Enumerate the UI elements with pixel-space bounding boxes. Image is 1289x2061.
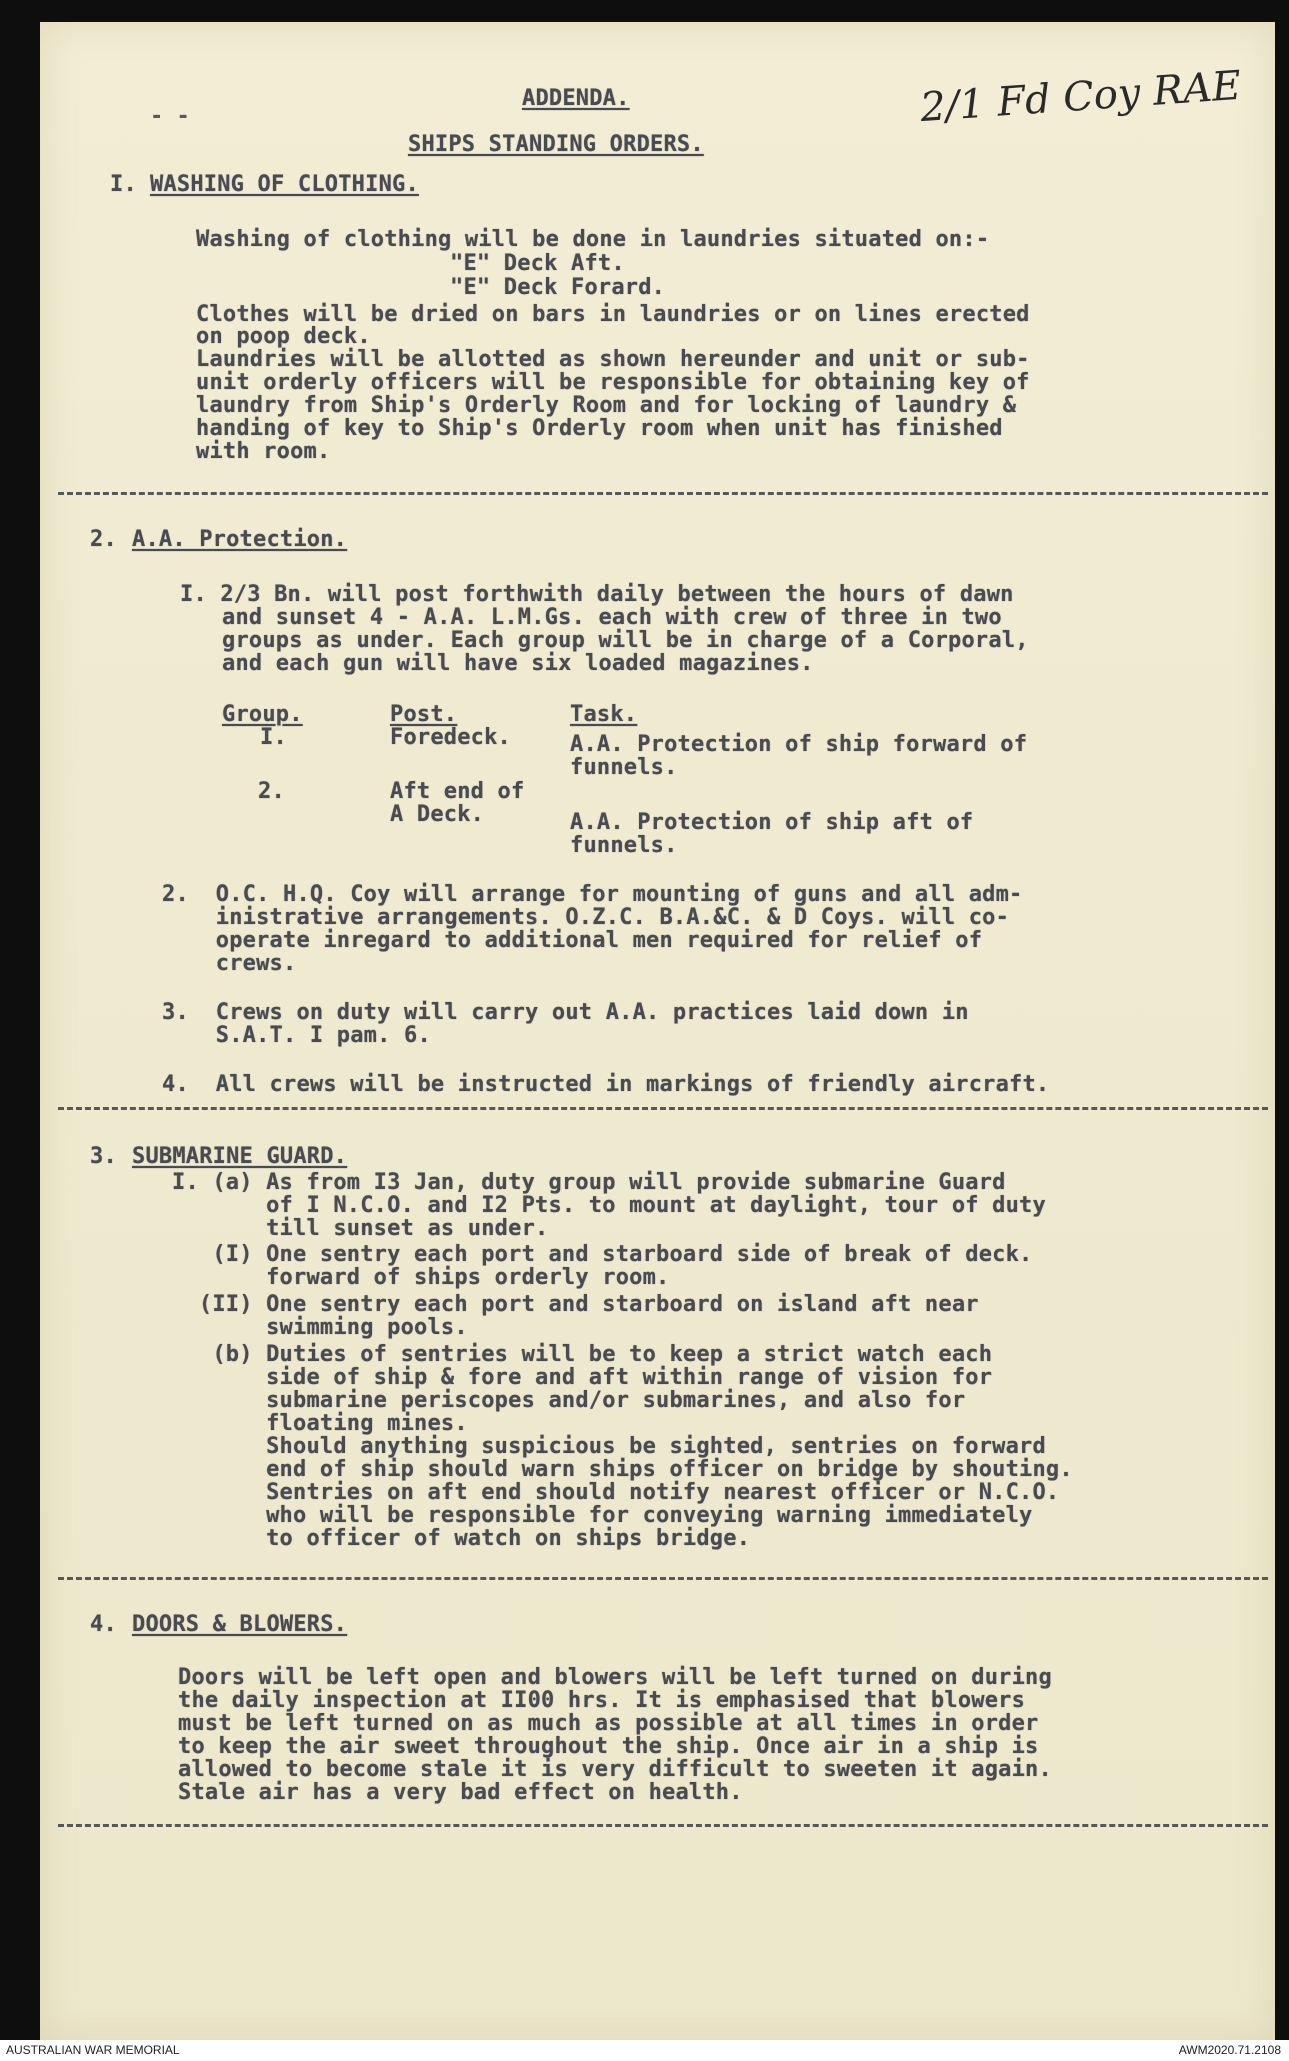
table-row-2-post-1: Aft end of bbox=[390, 779, 525, 804]
s1-line-10: with room. bbox=[196, 439, 331, 464]
s3-line-3: till sunset as under. bbox=[172, 1216, 549, 1241]
s1-line-4: Clothes will be dried on bars in laundries or on lines erected bbox=[196, 302, 1030, 327]
s2-p3-line-2: S.A.T. I pam. 6. bbox=[162, 1023, 431, 1048]
s1-line-6: Laundries will be allotted as shown hereunder and unit or sub- bbox=[196, 347, 1030, 372]
s1-line-2: "E" Deck Aft. bbox=[450, 251, 625, 276]
table-row-2-task-1: A.A. Protection of ship aft of bbox=[570, 810, 974, 835]
s1-line-8: laundry from Ship's Orderly Room and for locking of laundry & bbox=[196, 393, 1017, 418]
s3-line-2: of I N.C.O. and I2 Pts. to mount at daylight, tour of duty bbox=[172, 1193, 1046, 1218]
s2-p1-line-1: I. 2/3 Bn. will post forthwith daily between the hours of dawn bbox=[180, 582, 1014, 607]
table-header-group: Group. bbox=[222, 702, 303, 727]
s1-line-9: handing of key to Ship's Orderly room when unit has finished bbox=[196, 416, 1003, 441]
table-row-1-post: Foredeck. bbox=[390, 725, 512, 750]
document-page bbox=[40, 22, 1275, 2040]
table-row-1-group: I. bbox=[260, 725, 287, 750]
s3-line-15: who will be responsible for conveying warning immediately bbox=[172, 1503, 1033, 1528]
footer-reference: AWM2020.71.2108 bbox=[1178, 2043, 1281, 2057]
s3-line-13: end of ship should warn ships officer on bridge by shouting. bbox=[172, 1457, 1073, 1482]
s3-line-1: I. (a) As from I3 Jan, duty group will provide submarine Guard bbox=[172, 1170, 1006, 1195]
table-row-2-post-2: A Deck. bbox=[390, 802, 485, 827]
s4-line-1: Doors will be left open and blowers will be left turned on during bbox=[178, 1665, 1052, 1690]
section-2-heading: A.A. Protection. bbox=[132, 527, 348, 552]
s3-line-10: submarine periscopes and/or submarines, and also for bbox=[172, 1388, 966, 1413]
s1-line-1: Washing of clothing will be done in laundries situated on:- bbox=[196, 227, 990, 252]
document-subtitle: SHIPS STANDING ORDERS. bbox=[408, 132, 704, 157]
footer-institution: AUSTRALIAN WAR MEMORIAL bbox=[6, 2043, 180, 2057]
s3-line-9: side of ship & fore and aft within range of vision for bbox=[172, 1365, 993, 1390]
dashed-divider bbox=[58, 1824, 1268, 1827]
section-3-number: 3. bbox=[90, 1144, 117, 1169]
dashed-divider bbox=[58, 492, 1268, 495]
s2-p2-line-1: 2. O.C. H.Q. Coy will arrange for mounting of guns and all adm- bbox=[162, 882, 1023, 907]
s2-p3-line-1: 3. Crews on duty will carry out A.A. practices laid down in bbox=[162, 1000, 969, 1025]
table-row-1-task-2: funnels. bbox=[570, 755, 678, 780]
section-4-number: 4. bbox=[90, 1612, 117, 1637]
s3-line-16: to officer of watch on ships bridge. bbox=[172, 1526, 751, 1551]
table-row-1-task-1: A.A. Protection of ship forward of bbox=[570, 732, 1028, 757]
s2-p2-line-2: inistrative arrangements. O.Z.C. B.A.&C. & D Coys. will co- bbox=[162, 905, 1010, 930]
s4-line-4: to keep the air sweet throughout the ship. Once air in a ship is bbox=[178, 1734, 1039, 1759]
s3-line-4: (I) One sentry each port and starboard side of break of deck. bbox=[172, 1242, 1033, 1267]
s2-p1-line-2: and sunset 4 - A.A. L.M.Gs. each with crew of three in two bbox=[222, 605, 1002, 630]
s2-p1-line-4: and each gun will have six loaded magazines. bbox=[222, 651, 814, 676]
s4-line-3: must be left turned on as much as possible at all times in order bbox=[178, 1711, 1039, 1736]
stray-mark: - - bbox=[150, 104, 190, 129]
table-header-post: Post. bbox=[390, 702, 458, 727]
dashed-divider bbox=[58, 1577, 1268, 1580]
s2-p2-line-3: operate inregard to additional men required for relief of bbox=[162, 928, 983, 953]
s3-line-8: (b) Duties of sentries will be to keep a strict watch each bbox=[172, 1342, 993, 1367]
s2-p1-line-3: groups as under. Each group will be in charge of a Corporal, bbox=[222, 628, 1029, 653]
s2-p2-line-4: crews. bbox=[162, 951, 297, 976]
s3-line-6: (II) One sentry each port and starboard on island aft near bbox=[172, 1292, 979, 1317]
archive-footer bbox=[0, 2040, 1289, 2061]
table-row-2-task-2: funnels. bbox=[570, 833, 678, 858]
s3-line-12: Should anything suspicious be sighted, sentries on forward bbox=[172, 1434, 1046, 1459]
s1-line-3: "E" Deck Forard. bbox=[450, 275, 666, 300]
section-1-number: I. bbox=[110, 172, 137, 197]
dashed-divider bbox=[58, 1107, 1268, 1110]
s4-line-2: the daily inspection at II00 hrs. It is emphasised that blowers bbox=[178, 1688, 1026, 1713]
s2-p4: 4. All crews will be instructed in markings of friendly aircraft. bbox=[162, 1072, 1050, 1097]
handwritten-annotation: 2/1 Fd Coy RAE bbox=[918, 62, 1243, 132]
section-4-heading: DOORS & BLOWERS. bbox=[132, 1612, 348, 1637]
s1-line-5: on poop deck. bbox=[196, 324, 371, 349]
s1-line-7: unit orderly officers will be responsible for obtaining key of bbox=[196, 370, 1030, 395]
section-2-number: 2. bbox=[90, 527, 117, 552]
s3-line-11: floating mines. bbox=[172, 1411, 468, 1436]
document-title: ADDENDA. bbox=[522, 86, 630, 111]
s3-line-5: forward of ships orderly room. bbox=[172, 1265, 670, 1290]
s3-line-14: Sentries on aft end should notify nearest officer or N.C.O. bbox=[172, 1480, 1060, 1505]
table-row-2-group: 2. bbox=[258, 779, 285, 804]
s4-line-6: Stale air has a very bad effect on health. bbox=[178, 1780, 743, 1805]
s3-line-7: swimming pools. bbox=[172, 1315, 468, 1340]
s4-line-5: allowed to become stale it is very difficult to sweeten it again. bbox=[178, 1757, 1052, 1782]
section-3-heading: SUBMARINE GUARD. bbox=[132, 1144, 348, 1169]
table-header-task: Task. bbox=[570, 702, 638, 727]
section-1-heading: WASHING OF CLOTHING. bbox=[150, 172, 419, 197]
